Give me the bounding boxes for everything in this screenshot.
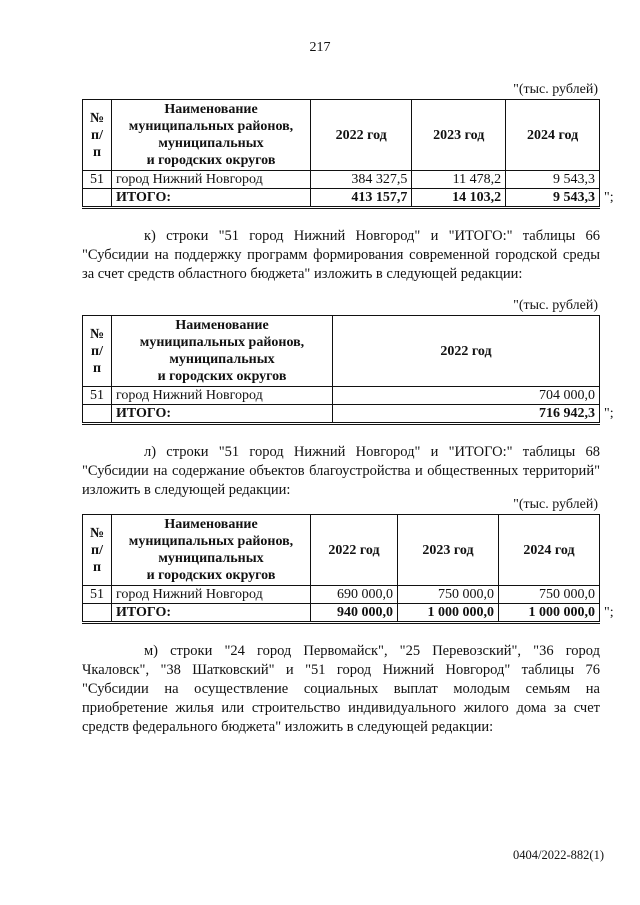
header-2023: 2023 год bbox=[412, 100, 506, 171]
paragraph-m: м) строки "24 город Первомайск", "25 Перевозский", "36 город Чкаловск", "38 Шатковский" и "51 город Нижний Новгород" таблицы 76 "Субсидии на осуществление социальных выплат молодым семьям на приобретение жилья или строительство индивидуального жилого дома за счет средств федерального бюджета" изложить в следующей редакции: bbox=[82, 643, 600, 735]
table-header-row bbox=[83, 100, 600, 171]
row-name: город Нижний Новгород bbox=[112, 171, 311, 189]
total-row bbox=[83, 604, 600, 623]
total-2022: 940 000,0 bbox=[311, 604, 398, 623]
paragraph-l: л) строки "51 город Нижний Новгород" и "ИТОГО:" таблицы 68 "Субсидии на содержание объектов благоустройства и общественных территорий" изложить в следующей редакции: bbox=[82, 444, 600, 498]
row-num: 51 bbox=[83, 387, 112, 405]
header-name: Наименование муниципальных районов, муниципальных и городских округов bbox=[112, 100, 311, 171]
total-2024: 1 000 000,0 bbox=[498, 604, 599, 623]
total-2024: 9 543,3 bbox=[506, 189, 600, 208]
header-num: № п/п bbox=[83, 100, 112, 171]
page-number: 217 bbox=[309, 40, 331, 55]
table-2 bbox=[82, 315, 600, 425]
total-2022: 413 157,7 bbox=[311, 189, 412, 208]
header-2022: 2022 год bbox=[311, 515, 398, 586]
table-3 bbox=[82, 514, 600, 624]
header-2022: 2022 год bbox=[333, 316, 600, 387]
row-2024: 9 543,3 bbox=[506, 171, 600, 189]
row-2023: 750 000,0 bbox=[397, 586, 498, 604]
header-2023: 2023 год bbox=[397, 515, 498, 586]
table-header-row bbox=[83, 515, 600, 586]
total-2023: 1 000 000,0 bbox=[397, 604, 498, 623]
table-header-row bbox=[83, 316, 600, 387]
units-label: "(тыс. рублей) bbox=[513, 497, 598, 512]
header-num: № п/п bbox=[83, 515, 112, 586]
total-2022: 716 942,3 bbox=[333, 405, 600, 424]
row-name: город Нижний Новгород bbox=[112, 387, 333, 405]
header-2022: 2022 год bbox=[311, 100, 412, 171]
header-name: Наименование муниципальных районов, муниципальных и городских округов bbox=[112, 316, 333, 387]
total-2023: 14 103,2 bbox=[412, 189, 506, 208]
document-code: 0404/2022-882(1) bbox=[513, 848, 604, 862]
row-2023: 11 478,2 bbox=[412, 171, 506, 189]
row-num: 51 bbox=[83, 586, 112, 604]
table-row bbox=[83, 586, 600, 604]
header-2024: 2024 год bbox=[498, 515, 599, 586]
total-label: ИТОГО: bbox=[112, 604, 311, 623]
total-label: ИТОГО: bbox=[112, 189, 311, 208]
row-2024: 750 000,0 bbox=[498, 586, 599, 604]
total-label: ИТОГО: bbox=[112, 405, 333, 424]
table-row bbox=[83, 387, 600, 405]
closing-mark: "; bbox=[604, 190, 614, 205]
row-num: 51 bbox=[83, 171, 112, 189]
table-row bbox=[83, 171, 600, 189]
row-2022: 704 000,0 bbox=[333, 387, 600, 405]
row-2022: 690 000,0 bbox=[311, 586, 398, 604]
table-1 bbox=[82, 99, 600, 209]
total-row bbox=[83, 405, 600, 424]
closing-mark: "; bbox=[604, 605, 614, 620]
header-num: № п/п bbox=[83, 316, 112, 387]
header-2024: 2024 год bbox=[506, 100, 600, 171]
row-2022: 384 327,5 bbox=[311, 171, 412, 189]
row-name: город Нижний Новгород bbox=[112, 586, 311, 604]
total-row bbox=[83, 189, 600, 208]
paragraph-k: к) строки "51 город Нижний Новгород" и "ИТОГО:" таблицы 66 "Субсидии на поддержку программ формирования современной городской среды за счет средств областного бюджета" изложить в следующей редакции: bbox=[82, 228, 600, 282]
units-label: "(тыс. рублей) bbox=[513, 298, 598, 313]
units-label: "(тыс. рублей) bbox=[513, 82, 598, 97]
header-name: Наименование муниципальных районов, муниципальных и городских округов bbox=[112, 515, 311, 586]
closing-mark: "; bbox=[604, 406, 614, 421]
